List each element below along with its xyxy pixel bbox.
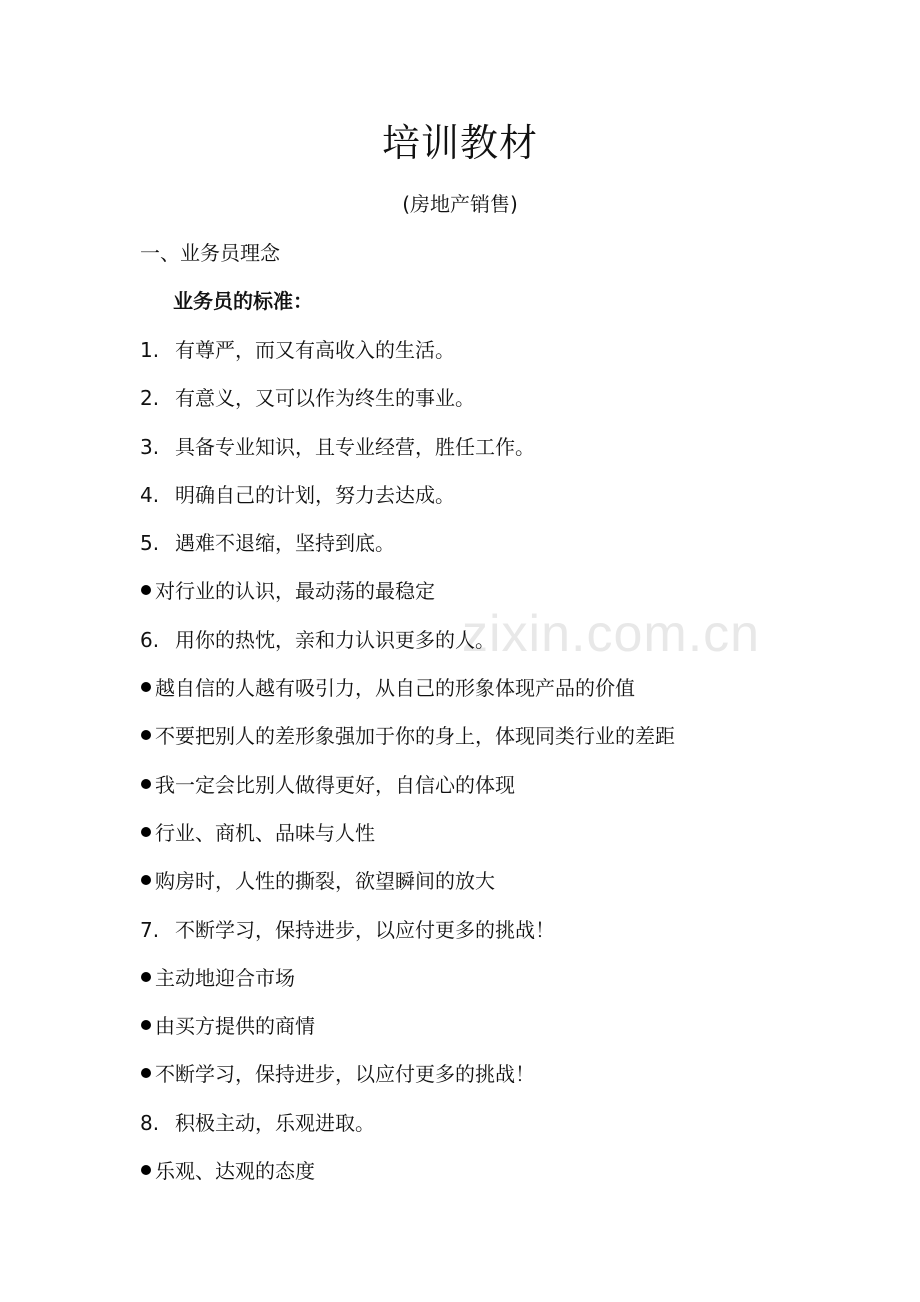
item-number: 6. (140, 627, 160, 652)
numbered-item (138, 1109, 675, 1157)
bullet-item (138, 577, 675, 625)
item-text: 有意义，又可以作为终生的事业。 (175, 386, 475, 411)
bullet-dot-icon (141, 682, 151, 692)
item-number: 5. (140, 531, 160, 556)
bullet-dot-icon (141, 1020, 151, 1030)
item-text: 有尊严，而又有高收入的生活。 (175, 338, 455, 362)
item-number: 2. (140, 386, 160, 411)
item-text: 积极主动，乐观进取。 (175, 1110, 375, 1135)
bullet-dot-icon (141, 875, 151, 885)
item-text: 乐观、达观的态度 (155, 1159, 315, 1184)
bullet-dot-icon (141, 779, 151, 789)
item-text: 越自信的人越有吸引力，从自己的形象体现产品的价值 (155, 676, 635, 701)
item-text: 遇难不退缩，坚持到底。 (175, 531, 395, 556)
numbered-item (138, 384, 675, 432)
numbered-item (138, 626, 675, 674)
item-number: 1. (140, 338, 160, 362)
bullet-item (138, 1060, 675, 1108)
item-text: 用你的热忱，亲和力认识更多的人。 (175, 627, 495, 652)
numbered-item (138, 916, 675, 964)
numbered-item (138, 529, 675, 577)
item-number: 7. (140, 917, 160, 942)
item-text: 主动地迎合市场 (155, 965, 295, 990)
bullet-item (138, 1157, 675, 1205)
item-text: 行业、商机、品味与人性 (155, 820, 375, 845)
item-text: 具备专业知识，且专业经营，胜任工作。 (175, 434, 535, 459)
bullet-item (138, 1012, 675, 1060)
bullet-dot-icon (141, 1165, 151, 1175)
item-text: 明确自己的计划，努力去达成。 (175, 482, 455, 507)
bullet-item (138, 819, 675, 867)
content-list (138, 336, 675, 1205)
item-text: 不要把别人的差形象强加于你的身上，体现同类行业的差距 (155, 724, 675, 749)
numbered-item (138, 433, 675, 481)
item-number: 3. (140, 434, 160, 459)
bullet-dot-icon (141, 972, 151, 982)
watermark: zixin.com.cn (462, 605, 761, 663)
bullet-item (138, 722, 675, 770)
document-title: 培训教材 (381, 121, 538, 165)
item-text: 购房时，人性的撕裂，欲望瞬间的放大 (155, 869, 495, 894)
item-text: 不断学习，保持进步，以应付更多的挑战！ (175, 917, 555, 942)
item-number: 4. (140, 482, 160, 507)
bullet-item (138, 674, 675, 722)
bullet-item (138, 964, 675, 1012)
bullet-item (138, 771, 675, 819)
bullet-dot-icon (141, 730, 151, 740)
numbered-item (138, 336, 675, 384)
subheading: 业务员的标准： (173, 289, 313, 313)
item-number: 8. (140, 1110, 160, 1135)
item-text: 由买方提供的商情 (155, 1014, 315, 1039)
document-subtitle: (房地产销售) (402, 192, 518, 216)
item-text: 我一定会比别人做得更好，自信心的体现 (155, 772, 515, 797)
section-heading: 一、业务员理念 (140, 241, 280, 265)
bullet-item (138, 867, 675, 915)
numbered-item (138, 481, 675, 529)
bullet-dot-icon (141, 1068, 151, 1078)
bullet-dot-icon (141, 827, 151, 837)
item-text: 对行业的认识，最动荡的最稳定 (155, 579, 435, 604)
bullet-dot-icon (141, 585, 151, 595)
item-text: 不断学习，保持进步，以应付更多的挑战！ (155, 1062, 535, 1087)
